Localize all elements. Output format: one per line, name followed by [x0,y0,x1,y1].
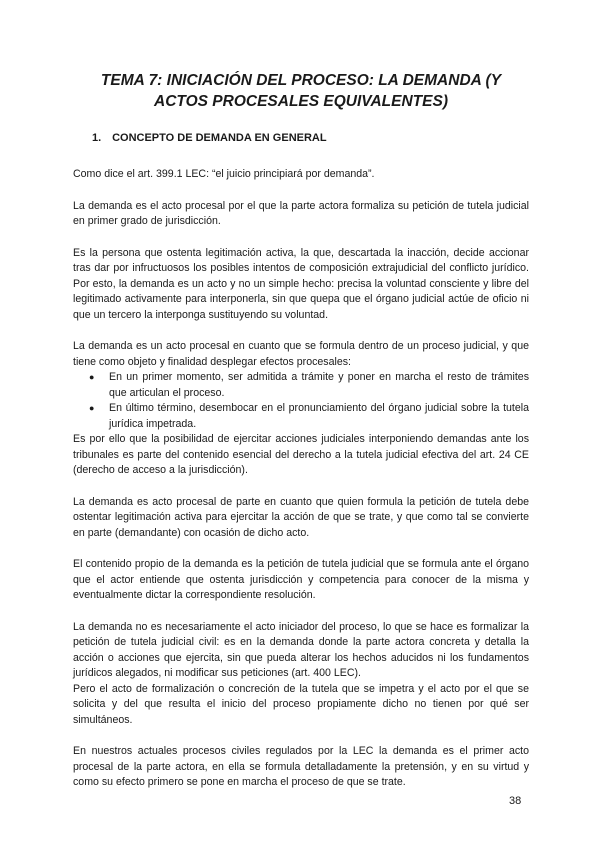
paragraph-procedural-act: La demanda es un acto procesal en cuanto que se formula dentro de un proceso judicial, y que tiene como objeto y finalidad desplegar efectos procesales: [73,340,529,368]
paragraph-not-initiator: La demanda no es necesariamente el acto iniciador del proceso, lo que se hace es formalizar la petición de tutela judicial civil: es en la demanda donde la parte actora concreta y detalla la acción o acciones que ejercita, sin que pueda alterar los hechos aducidos ni los fundamentos jurídicos alegados, ni modificar sus peticiones (art. 400 LEC). [73,620,529,679]
list-item-text: En un primer momento, ser admitida a trámite y poner en marcha el resto de trámites que articulan el proceso. [109,371,529,399]
page-title: TEMA 7: INICIACIÓN DEL PROCESO: LA DEMANDA (Y ACTOS PROCESALES EQUIVALENTES) [100,72,502,110]
paragraph-fundamental-right: Es por ello que la posibilidad de ejercitar acciones judiciales interponiendo demandas ante los tribunales es parte del contenido esencial del derecho a la tutela judicial efectiva del art. 24 CE (derecho de acceso a la jurisdicción). [73,433,529,476]
document-page [73,70,529,791]
paragraph-legitimation: Es la persona que ostenta legitimación activa, la que, descartada la inacción, decide accionar tras dar por infructuosos los posibles intentos de composición extrajudicial del conflicto jurídico. Por esto, la demanda es un acto y no un simple hecho: precisa la voluntad consciente y libre del legitimado activamente para interponerla, sin que quepa que el órgano judicial actúe de oficio ni que un tercero la interponga sustituyendo su voluntad. [73,246,529,321]
list-item [89,370,529,401]
section-heading [92,130,529,146]
paragraph-current-lec: En nuestros actuales procesos civiles regulados por la LEC la demanda es el primer acto procesal de la parte actora, en ella se formula detalladamente la pretensión, y en su virtud y como su efecto primero se pone en marcha el proceso de que se trate. [73,745,529,788]
bullet-icon: ● [89,403,95,413]
paragraph-quote: Como dice el art. 399.1 LEC: “el juicio principiará por demanda”. [73,168,375,180]
section-number: 1. [92,132,102,144]
section-title: CONCEPTO DE DEMANDA EN GENERAL [112,132,327,144]
page-number: 38 [509,795,522,807]
list-item-text: En último término, desembocar en el pronunciamiento del órgano judicial sobre la tutela jurídica impetrada. [109,402,529,430]
paragraph-formalization: Pero el acto de formalización o concreción de la tutela que se impetra y el acto por el que se solicita y del que resulta el inicio del proceso propiamente dicho no tienen por qué ser simultáneos. [73,682,529,726]
list-item [89,401,529,432]
effects-list [73,370,529,432]
paragraph-definition: La demanda es el acto procesal por el que la parte actora formaliza su petición de tutela judicial en primer grado de jurisdicción. [73,199,529,227]
paragraph-content: El contenido propio de la demanda es la petición de tutela judicial que se formula ante el órgano que el actor entiende que ostenta jurisdicción y competencia para conocer de la misma y eventualmente dictar la correspondiente resolución. [73,558,529,601]
bullet-icon: ● [89,372,95,382]
paragraph-party-act: La demanda es acto procesal de parte en cuanto que quien formula la petición de tutela debe ostentar legitimación activa para ejercitar la acción de que se trate, y que como tal se convierte en parte (demandante) con ocasión de dicho acto. [73,495,529,539]
